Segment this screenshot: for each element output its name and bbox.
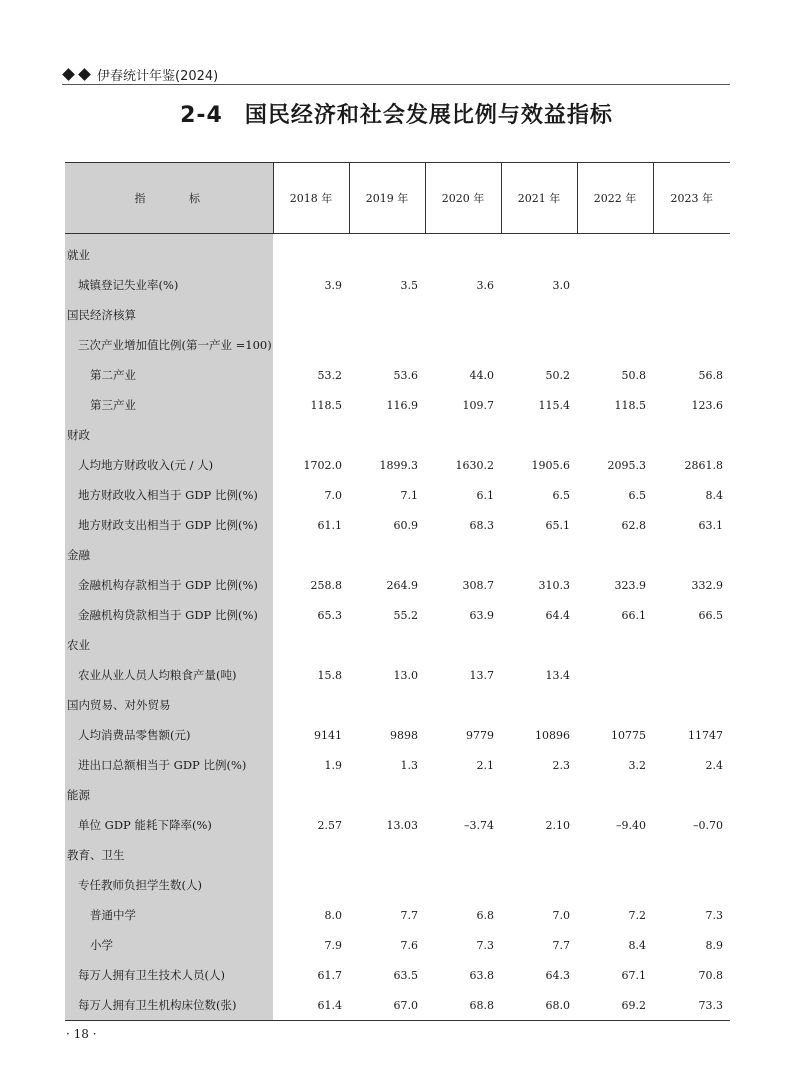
value-cell: 10896 (535, 728, 570, 742)
value-cell: 323.9 (614, 578, 646, 592)
table-row (65, 930, 730, 960)
value-cell: 3.6 (476, 278, 494, 292)
category-label: 能源 (65, 780, 273, 810)
value-cell: 53.2 (317, 368, 342, 382)
value-cell (653, 630, 730, 660)
table-row (65, 420, 730, 450)
table-row (65, 780, 730, 810)
value-cell: 69.2 (577, 990, 653, 1021)
value-cell (425, 630, 501, 660)
value-cell (653, 840, 730, 870)
indicator-label: 普通中学 (65, 900, 273, 930)
table-body (65, 234, 730, 1021)
table-row (65, 840, 730, 870)
indicator-label: 城镇登记失业率(%) (65, 270, 273, 300)
value-cell (653, 870, 730, 900)
value-cell (273, 240, 349, 270)
indicator-label: 第三产业 (65, 390, 273, 420)
value-cell: 1630.2 (455, 458, 494, 472)
value-cell: 13.03 (386, 818, 418, 832)
value-cell: 61.7 (317, 968, 342, 982)
value-cell: 1899.3 (379, 458, 418, 472)
value-cell (501, 300, 577, 330)
table-row (65, 510, 730, 540)
table-row (65, 240, 730, 270)
value-cell: 7.7 (400, 908, 418, 922)
value-cell (653, 690, 730, 720)
value-cell: 63.9 (469, 608, 494, 622)
value-cell: 7.1 (400, 488, 418, 502)
value-cell (425, 420, 501, 450)
value-cell (653, 240, 730, 270)
category-label: 农业 (65, 630, 273, 660)
indicator-table (65, 162, 730, 1021)
value-cell: 44.0 (469, 368, 494, 382)
value-cell: 13.0 (393, 668, 418, 682)
indicator-label: 农业从业人员人均粮食产量(吨) (65, 660, 273, 690)
value-cell: 118.5 (310, 398, 342, 412)
section-number: 2-4 (180, 103, 223, 128)
value-cell: 13.4 (545, 668, 570, 682)
value-cell: 1.3 (400, 758, 418, 772)
value-cell: 13.7 (469, 668, 494, 682)
value-cell: 3.5 (400, 278, 418, 292)
indicator-label: 金融机构贷款相当于 GDP 比例(%) (65, 600, 273, 630)
table-row (65, 300, 730, 330)
value-cell (273, 300, 349, 330)
value-cell (501, 780, 577, 810)
value-cell (501, 690, 577, 720)
value-cell: 2.1 (476, 758, 494, 772)
column-header-year: 2023 年 (653, 163, 730, 234)
value-cell: 7.6 (400, 938, 418, 952)
value-cell (425, 540, 501, 570)
value-cell (349, 870, 425, 900)
value-cell: 67.0 (349, 990, 425, 1021)
indicator-label: 小学 (65, 930, 273, 960)
value-cell (577, 780, 653, 810)
value-cell: 7.3 (476, 938, 494, 952)
value-cell: 9898 (390, 728, 418, 742)
table-row (65, 390, 730, 420)
value-cell (501, 870, 577, 900)
value-cell: 8.4 (705, 488, 723, 502)
value-cell: 56.8 (698, 368, 723, 382)
value-cell (577, 300, 653, 330)
value-cell: –9.40 (616, 818, 646, 832)
value-cell (273, 870, 349, 900)
value-cell (577, 240, 653, 270)
value-cell: 332.9 (691, 578, 723, 592)
value-cell (273, 690, 349, 720)
indicator-label: 每万人拥有卫生机构床位数(张) (65, 990, 273, 1021)
value-cell: 70.8 (698, 968, 723, 982)
table-row (65, 330, 730, 360)
value-cell: 7.9 (324, 938, 342, 952)
value-cell (653, 420, 730, 450)
value-cell (349, 420, 425, 450)
value-cell: 7.7 (552, 938, 570, 952)
value-cell: 8.0 (324, 908, 342, 922)
value-cell (425, 840, 501, 870)
category-label: 国内贸易、对外贸易 (65, 690, 273, 720)
table-row (65, 690, 730, 720)
value-cell: –0.70 (693, 818, 723, 832)
value-cell: 63.1 (698, 518, 723, 532)
value-cell (349, 300, 425, 330)
table-row (65, 600, 730, 630)
table-row (65, 270, 730, 300)
value-cell: 118.5 (614, 398, 646, 412)
value-cell (273, 780, 349, 810)
value-cell (577, 690, 653, 720)
column-header-year: 2022 年 (577, 163, 653, 234)
value-cell: 50.2 (545, 368, 570, 382)
value-cell (501, 240, 577, 270)
value-cell: 2.57 (317, 818, 342, 832)
table-row (65, 720, 730, 750)
value-cell (349, 690, 425, 720)
value-cell: 15.8 (317, 668, 342, 682)
value-cell (653, 330, 730, 360)
value-cell: 9141 (314, 728, 342, 742)
value-cell: 50.8 (621, 368, 646, 382)
value-cell (273, 630, 349, 660)
value-cell: 65.1 (545, 518, 570, 532)
value-cell: 8.9 (705, 938, 723, 952)
value-cell (577, 540, 653, 570)
value-cell: 3.0 (552, 278, 570, 292)
table-row (65, 630, 730, 660)
indicator-label: 人均地方财政收入(元 / 人) (65, 450, 273, 480)
value-cell (349, 780, 425, 810)
table-header-row (65, 163, 730, 234)
column-header-year: 2018 年 (273, 163, 349, 234)
value-cell: 60.9 (393, 518, 418, 532)
value-cell: 68.3 (469, 518, 494, 532)
value-cell (425, 300, 501, 330)
indicator-label: 每万人拥有卫生技术人员(人) (65, 960, 273, 990)
value-cell: 308.7 (462, 578, 494, 592)
book-title: 伊春统计年鉴(2024) (97, 68, 219, 84)
running-header (62, 64, 218, 84)
value-cell (653, 780, 730, 810)
value-cell: 6.8 (476, 908, 494, 922)
value-cell (501, 330, 577, 360)
value-cell: 66.1 (621, 608, 646, 622)
value-cell (577, 330, 653, 360)
value-cell: 62.8 (621, 518, 646, 532)
value-cell (349, 330, 425, 360)
value-cell: 63.5 (393, 968, 418, 982)
value-cell: 55.2 (393, 608, 418, 622)
value-cell: 258.8 (310, 578, 342, 592)
value-cell (273, 540, 349, 570)
value-cell: 264.9 (386, 578, 418, 592)
table-row (65, 870, 730, 900)
value-cell (349, 540, 425, 570)
value-cell (425, 240, 501, 270)
value-cell: 115.4 (538, 398, 570, 412)
table-row (65, 750, 730, 780)
category-label: 财政 (65, 420, 273, 450)
table-row (65, 360, 730, 390)
value-cell: 310.3 (538, 578, 570, 592)
value-cell (653, 540, 730, 570)
value-cell (425, 780, 501, 810)
table-row (65, 900, 730, 930)
value-cell: 1702.0 (303, 458, 342, 472)
category-label: 国民经济核算 (65, 300, 273, 330)
value-cell (577, 660, 653, 690)
diamond-bullets-icon (62, 70, 91, 79)
value-cell (501, 840, 577, 870)
value-cell (349, 840, 425, 870)
value-cell: 2095.3 (607, 458, 646, 472)
value-cell: 63.8 (469, 968, 494, 982)
value-cell: 10775 (611, 728, 646, 742)
value-cell: 68.0 (501, 990, 577, 1021)
value-cell: 7.3 (705, 908, 723, 922)
value-cell (653, 660, 730, 690)
value-cell: 6.1 (476, 488, 494, 502)
value-cell (273, 420, 349, 450)
value-cell (501, 540, 577, 570)
indicator-label: 三次产业增加值比例(第一产业 =100) (65, 330, 273, 360)
value-cell (577, 870, 653, 900)
value-cell (577, 420, 653, 450)
table-row (65, 480, 730, 510)
value-cell: 73.3 (653, 990, 730, 1021)
table-row (65, 450, 730, 480)
value-cell (577, 840, 653, 870)
value-cell: 65.3 (317, 608, 342, 622)
page-title (0, 98, 793, 129)
value-cell: 2861.8 (684, 458, 723, 472)
value-cell: 66.5 (698, 608, 723, 622)
value-cell: 67.1 (621, 968, 646, 982)
value-cell: 9779 (466, 728, 494, 742)
indicator-label: 单位 GDP 能耗下降率(%) (65, 810, 273, 840)
value-cell (425, 870, 501, 900)
value-cell: 8.4 (628, 938, 646, 952)
value-cell: 2.3 (552, 758, 570, 772)
value-cell (349, 240, 425, 270)
value-cell: 7.0 (324, 488, 342, 502)
table-row (65, 660, 730, 690)
value-cell (273, 840, 349, 870)
value-cell: 68.8 (425, 990, 501, 1021)
value-cell (653, 270, 730, 300)
value-cell: 61.4 (273, 990, 349, 1021)
indicator-label: 第二产业 (65, 360, 273, 390)
value-cell: 123.6 (691, 398, 723, 412)
value-cell: 11747 (688, 728, 723, 742)
indicator-label: 人均消费品零售额(元) (65, 720, 273, 750)
table-row (65, 540, 730, 570)
value-cell: 116.9 (386, 398, 418, 412)
value-cell: 3.9 (324, 278, 342, 292)
value-cell (501, 630, 577, 660)
value-cell: 64.4 (545, 608, 570, 622)
indicator-table-wrapper (65, 162, 730, 1021)
value-cell: 6.5 (552, 488, 570, 502)
table-row (65, 570, 730, 600)
table-row (65, 990, 730, 1021)
category-label: 就业 (65, 240, 273, 270)
value-cell: 64.3 (545, 968, 570, 982)
value-cell: 53.6 (393, 368, 418, 382)
page-number: · 18 · (66, 1027, 97, 1041)
column-header-year: 2020 年 (425, 163, 501, 234)
category-label: 金融 (65, 540, 273, 570)
value-cell (349, 630, 425, 660)
indicator-label: 金融机构存款相当于 GDP 比例(%) (65, 570, 273, 600)
value-cell: 61.1 (317, 518, 342, 532)
value-cell: 2.4 (705, 758, 723, 772)
value-cell: 1.9 (324, 758, 342, 772)
value-cell (425, 690, 501, 720)
table-row (65, 810, 730, 840)
value-cell: 2.10 (545, 818, 570, 832)
value-cell: –3.74 (464, 818, 494, 832)
value-cell: 7.0 (552, 908, 570, 922)
column-header-year: 2021 年 (501, 163, 577, 234)
category-label: 教育、卫生 (65, 840, 273, 870)
value-cell: 109.7 (462, 398, 494, 412)
value-cell: 7.2 (628, 908, 646, 922)
value-cell: 1905.6 (531, 458, 570, 472)
value-cell: 6.5 (628, 488, 646, 502)
indicator-label: 专任教师负担学生数(人) (65, 870, 273, 900)
value-cell (501, 420, 577, 450)
column-header-indicator: 指 标 (65, 163, 273, 234)
indicator-label: 地方财政支出相当于 GDP 比例(%) (65, 510, 273, 540)
indicator-label: 进出口总额相当于 GDP 比例(%) (65, 750, 273, 780)
section-title: 国民经济和社会发展比例与效益指标 (244, 103, 613, 128)
header-rule (62, 84, 730, 85)
table-row (65, 960, 730, 990)
value-cell: 3.2 (628, 758, 646, 772)
column-header-year: 2019 年 (349, 163, 425, 234)
indicator-label: 地方财政收入相当于 GDP 比例(%) (65, 480, 273, 510)
value-cell (273, 330, 349, 360)
value-cell (577, 630, 653, 660)
value-cell (425, 330, 501, 360)
value-cell (653, 300, 730, 330)
value-cell (577, 270, 653, 300)
